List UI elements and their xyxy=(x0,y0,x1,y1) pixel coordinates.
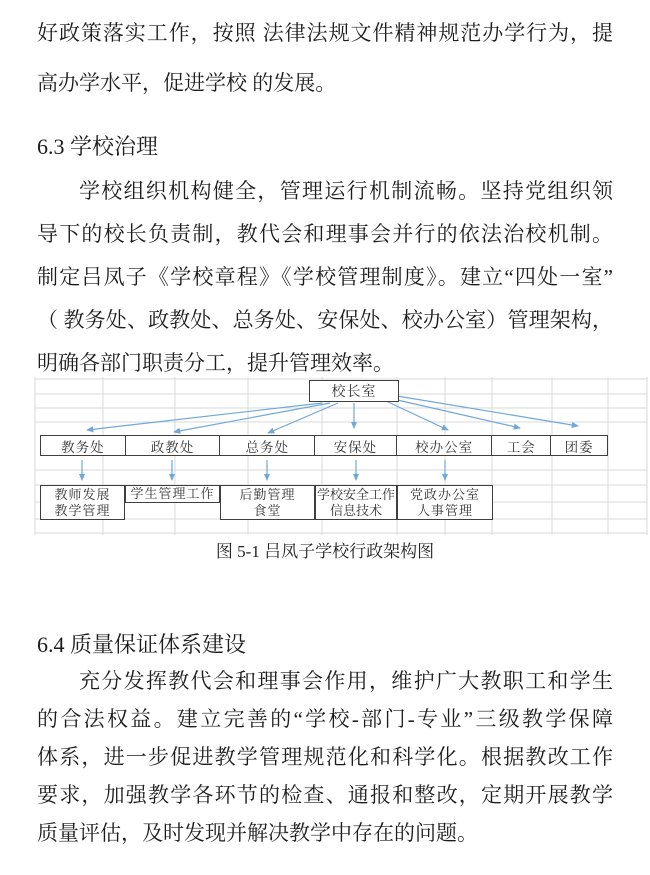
org-sub-line: 党政办公室 xyxy=(409,486,480,502)
org-box-sub xyxy=(125,485,220,503)
org-box-dept: 安保处 xyxy=(315,436,397,455)
org-sub-line: 教学管理 xyxy=(54,502,111,518)
text-line: 充分发挥教代会和理事会作用，维护广大教职工和学生 xyxy=(79,669,613,693)
org-box-sub xyxy=(220,485,315,520)
text-line: 要求，加强教学各环节的检查、通报和整改，定期开展教学 xyxy=(37,783,613,807)
org-chart-figure xyxy=(0,377,650,535)
text-line: 学校组织机构健全，管理运行机制流畅。坚持党组织领 xyxy=(79,179,613,203)
text-line: 制定吕凤子《学校章程》《学校管理制度》。建立“四处一室” xyxy=(37,265,613,289)
org-box-sub xyxy=(315,485,397,520)
text-line: 高办学水平，促进学校 的发展。 xyxy=(37,71,337,95)
org-box-sub xyxy=(40,485,125,520)
text-line: （ 教务处、政教处、总务处、安保处、校办公室）管理架构， xyxy=(37,308,613,332)
figure-caption: 图 5-1 吕凤子学校行政架构图 xyxy=(215,542,435,561)
org-sub-line: 学生管理工作 xyxy=(130,486,215,501)
section-6-3-paragraph xyxy=(37,170,613,385)
org-sub-line: 信息技术 xyxy=(329,502,382,518)
org-sub-line: 后勤管理 xyxy=(239,486,296,502)
text-line: 明确各部门职责分工，提升管理效率。 xyxy=(37,351,394,375)
text-line: 导下的校长负责制，教代会和理事会并行的依法治校机制。 xyxy=(37,222,613,246)
org-sub-line: 学校安全工作 xyxy=(316,486,395,502)
org-sub-line: 食堂 xyxy=(253,502,282,518)
org-box-dept: 团委 xyxy=(564,439,594,455)
text-line: 质量评估，及时发现并解决教学中存在的问题。 xyxy=(37,821,478,845)
org-box-root: 校长室 xyxy=(309,380,399,402)
org-box-dept: 总务处 xyxy=(220,436,315,455)
section-heading-6-4: 6.4 质量保证体系建设 xyxy=(37,632,247,657)
text-line: 体系，进一步促进教学管理规范化和科学化。根据教改工作 xyxy=(37,745,613,769)
text-line: 的合法权益。建立完善的“学校-部门-专业”三级教学保障 xyxy=(37,707,613,731)
section-heading-6-3: 6.3 学校治理 xyxy=(37,134,159,159)
org-department-band xyxy=(40,435,608,456)
org-box-dept: 校办公室 xyxy=(397,436,493,455)
org-box-dept: 工会 xyxy=(492,436,551,455)
text-line: 好政策落实工作，按照 法律法规文件精神规范办学行为，提 xyxy=(37,21,613,45)
org-sub-line: 人事管理 xyxy=(416,502,473,518)
intro-paragraph xyxy=(37,8,613,108)
org-box-dept: 教务处 xyxy=(41,436,126,455)
section-6-4-paragraph xyxy=(37,662,613,852)
org-box-sub xyxy=(397,485,493,520)
org-sub-line: 教师发展 xyxy=(54,486,111,502)
org-box-dept: 政教处 xyxy=(126,436,221,455)
